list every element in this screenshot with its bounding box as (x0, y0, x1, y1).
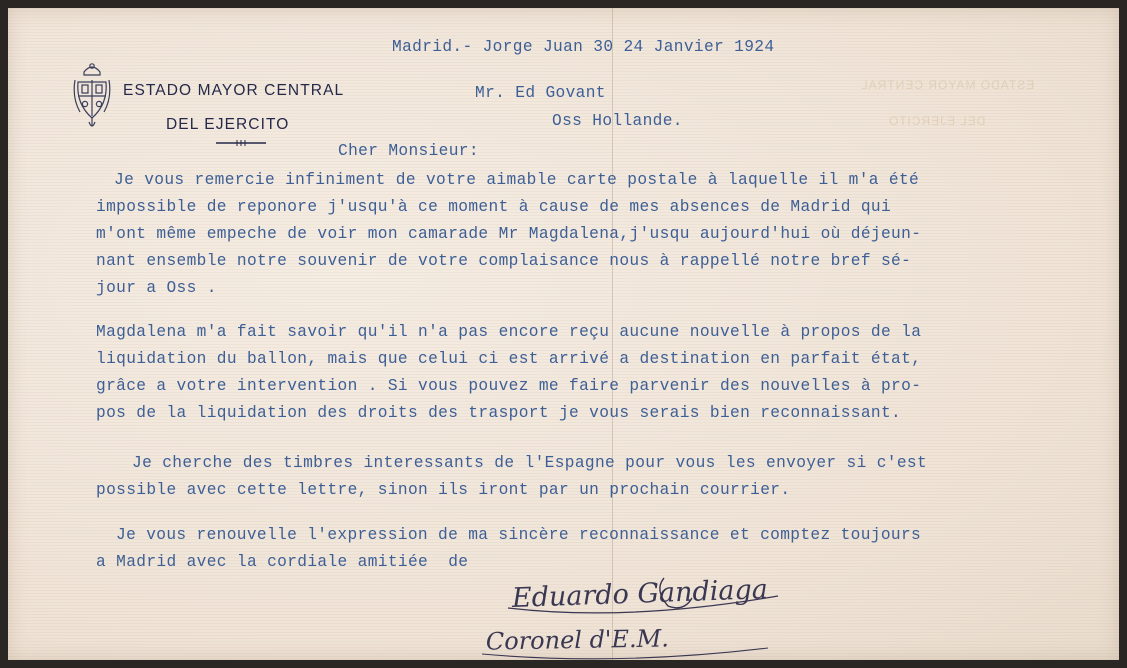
paragraph-4-line-1: Je vous renouvelle l'expression de ma sincère reconnaissance et comptez toujours (116, 526, 922, 544)
paragraph-2-line-3: grâce a votre intervention . Si vous pouvez me faire parvenir des nouvelles à pro- (96, 377, 922, 395)
dateline: Madrid.- Jorge Juan 30 24 Janvier 1924 (392, 38, 775, 56)
letter-paper (8, 8, 1119, 660)
paragraph-2-line-4: pos de la liquidation des droits des trasport je vous serais bien reconnaissant. (96, 404, 902, 422)
letterhead-ornament (216, 139, 266, 147)
signature-name: Eduardo Gandiaga (511, 574, 769, 614)
salutation: Cher Monsieur: (338, 142, 479, 160)
paragraph-3-line-2: possible avec cette lettre, sinon ils iront par un prochain courrier. (96, 481, 791, 499)
paragraph-2-line-2: liquidation du ballon, mais que celui ci est arrivé a destination en parfait état, (96, 350, 922, 368)
handwritten-signature (478, 568, 798, 668)
paragraph-1-line-3: m'ont même empeche de voir mon camarade Mr Magdalena,j'usqu aujourd'hui où déjeun- (96, 225, 922, 243)
paragraph-1-line-4: nant ensemble notre souvenir de votre complaisance nous à rappellé notre bref sé- (96, 252, 912, 270)
letterhead-line-2: DEL EJERCITO (166, 116, 290, 133)
coat-of-arms-icon (72, 60, 112, 132)
letterhead-line-1: ESTADO MAYOR CENTRAL (123, 82, 345, 99)
paragraph-1-line-1: Je vous remercie infiniment de votre aimable carte postale à laquelle il m'a été (114, 171, 920, 189)
signature-title: Coronel d'E.M. (485, 624, 670, 656)
recipient-place: Oss Hollande. (552, 112, 683, 130)
paragraph-1-line-2: impossible de reponore j'usqu'à ce moment à cause de mes absences de Madrid qui (96, 198, 892, 216)
paragraph-4-line-2: a Madrid avec la cordiale amitiée de (96, 553, 469, 571)
paragraph-2-line-1: Magdalena m'a fait savoir qu'il n'a pas encore reçu aucune nouvelle à propos de la (96, 323, 922, 341)
paragraph-1-line-5: jour a Oss . (96, 279, 217, 297)
paragraph-3-line-1: Je cherche des timbres interessants de l'Espagne pour vous les envoyer si c'est (132, 454, 928, 472)
show-through-text-2: DEL EJERCITO (888, 114, 986, 128)
show-through-text-1: ESTADO MAYOR CENTRAL (860, 78, 1035, 92)
recipient-name: Mr. Ed Govant (475, 84, 606, 102)
